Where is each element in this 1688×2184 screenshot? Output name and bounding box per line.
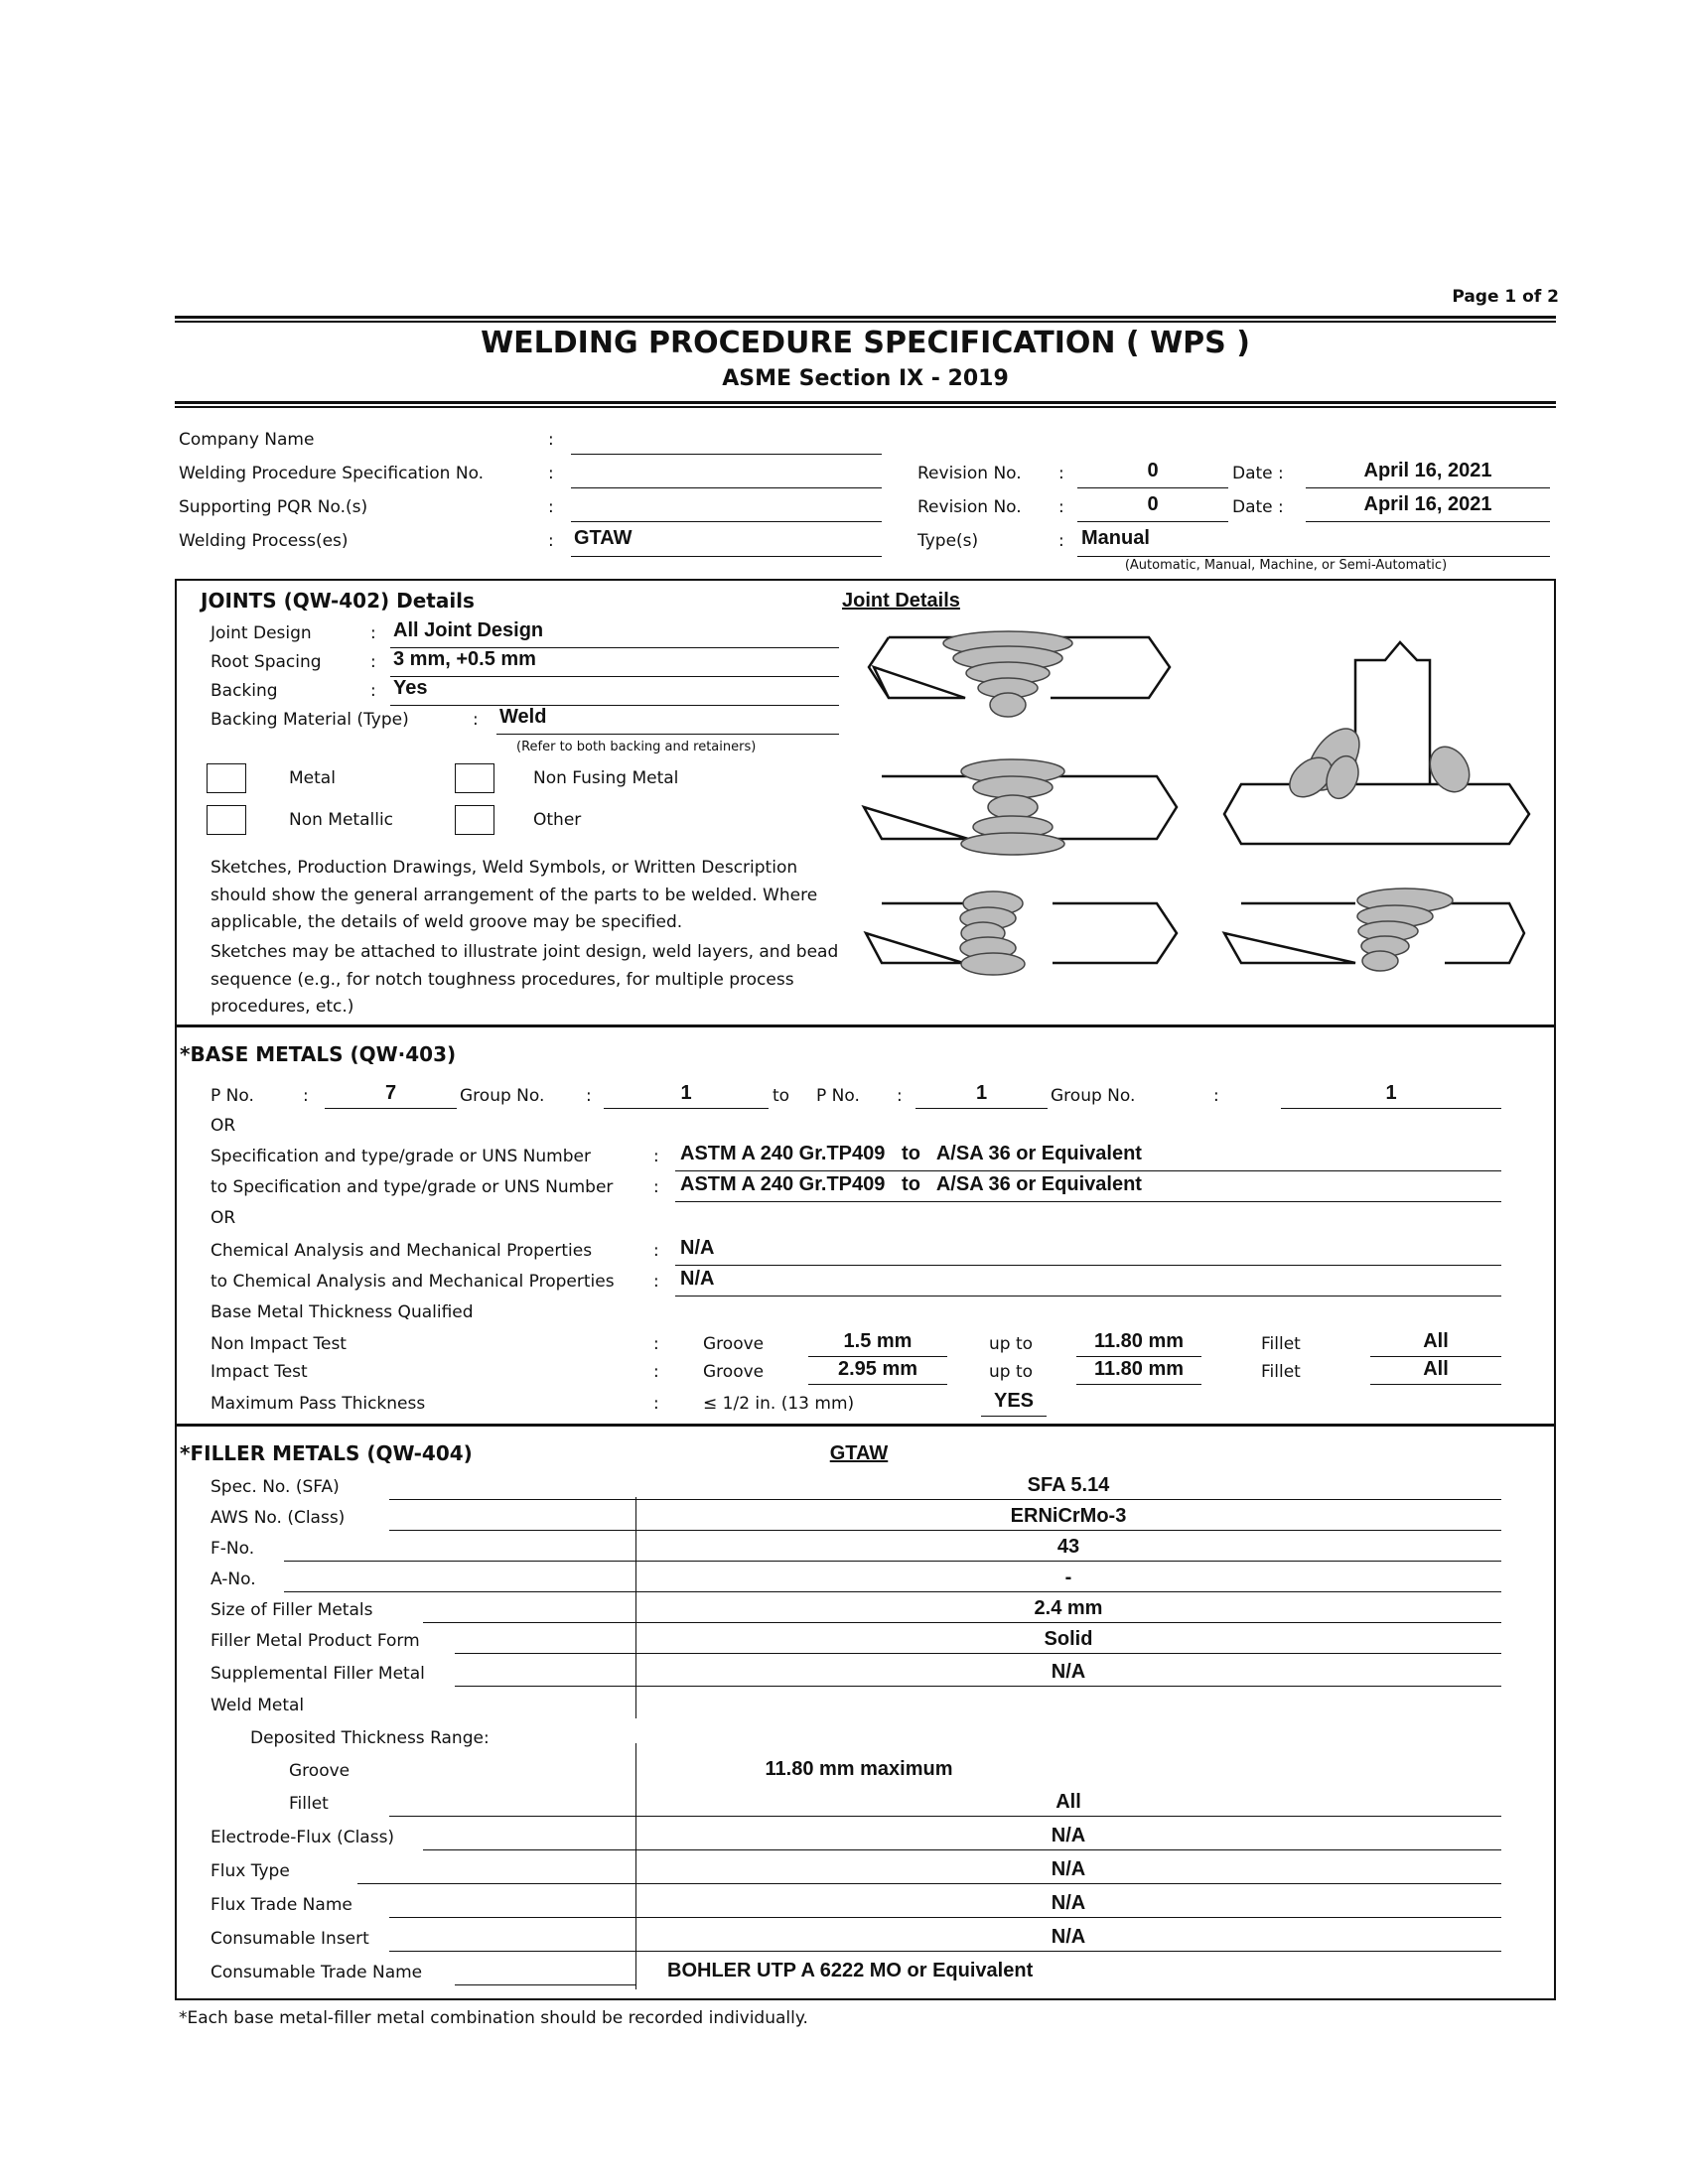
pqr-date-field[interactable]: April 16, 2021 bbox=[1306, 493, 1550, 522]
gtaw-column-header: GTAW bbox=[829, 1442, 889, 1464]
double-v-weld-bead bbox=[961, 759, 1064, 855]
joint-design-label: Joint Design bbox=[211, 623, 312, 643]
deposited-label: Deposited Thickness Range: bbox=[250, 1728, 490, 1748]
supplemental-line bbox=[455, 1661, 635, 1687]
groove-label: Groove bbox=[289, 1761, 351, 1781]
backing-label: Backing bbox=[211, 681, 278, 701]
spec-label: Specification and type/grade or UNS Number bbox=[211, 1147, 591, 1166]
consumable-insert-field[interactable]: N/A bbox=[635, 1926, 1501, 1952]
f-no-field[interactable]: 43 bbox=[635, 1536, 1501, 1562]
a-no-field[interactable]: - bbox=[635, 1567, 1501, 1592]
consumable-trade-name-label: Consumable Trade Name bbox=[211, 1963, 423, 1982]
date-label: Date : bbox=[1232, 497, 1284, 517]
welding-process-label: Welding Process(es) bbox=[179, 531, 349, 551]
group-no-label: Group No. bbox=[460, 1086, 545, 1106]
product-form-line bbox=[455, 1628, 635, 1654]
colon: : bbox=[1213, 1086, 1219, 1106]
electrode-flux-line bbox=[423, 1825, 635, 1850]
colon: : bbox=[370, 652, 376, 672]
aws-no-label: AWS No. (Class) bbox=[211, 1508, 346, 1528]
impact-fillet[interactable]: All bbox=[1370, 1358, 1501, 1385]
max-pass-label: Maximum Pass Thickness bbox=[211, 1394, 426, 1414]
weld-metal-label: Weld Metal bbox=[211, 1696, 305, 1715]
spec-no-field[interactable]: SFA 5.14 bbox=[635, 1474, 1501, 1500]
colon: : bbox=[370, 681, 376, 701]
p-no-label: P No. bbox=[816, 1086, 860, 1106]
pqr-no-field[interactable] bbox=[571, 496, 882, 522]
filler-metals-title: *FILLER METALS (QW-404) bbox=[180, 1441, 473, 1465]
title-rule-thin bbox=[175, 406, 1556, 408]
colon: : bbox=[548, 497, 554, 517]
types-field[interactable]: Manual bbox=[1077, 527, 1550, 557]
sketch-note-1: Sketches, Production Drawings, Weld Symbols, or Written Description should show the general arrangement of the parts to be welded. Where applicable, the details of weld groove may be specified. bbox=[211, 858, 818, 932]
spec-field[interactable]: ASTM A 240 Gr.TP409 to A/SA 36 or Equivalent bbox=[675, 1143, 1501, 1171]
colon: : bbox=[473, 710, 479, 730]
impact-groove-min[interactable]: 2.95 mm bbox=[808, 1358, 947, 1385]
to-spec-field[interactable]: ASTM A 240 Gr.TP409 to A/SA 36 or Equivalent bbox=[675, 1173, 1501, 1202]
chem-label: Chemical Analysis and Mechanical Properties bbox=[211, 1241, 593, 1261]
sketch-note-2: Sketches may be attached to illustrate joint design, weld layers, and bead sequence (e.g., for notch toughness procedures, for multiple process procedures, etc.) bbox=[211, 942, 839, 1017]
non-impact-label: Non Impact Test bbox=[211, 1334, 347, 1354]
non-impact-groove-max[interactable]: 11.80 mm bbox=[1076, 1330, 1201, 1357]
top-rule bbox=[175, 316, 1556, 319]
double-bevel-groove-sketch bbox=[866, 903, 1177, 963]
colon: : bbox=[897, 1086, 903, 1106]
wps-revision-label: Revision No. bbox=[917, 464, 1022, 483]
colon: : bbox=[653, 1272, 659, 1292]
flux-type-field[interactable]: N/A bbox=[635, 1858, 1501, 1884]
root-spacing-field[interactable]: 3 mm, +0.5 mm bbox=[390, 648, 839, 677]
pqr-revision-label: Revision No. bbox=[917, 497, 1022, 517]
aws-no-line bbox=[389, 1505, 635, 1531]
other-checkbox[interactable] bbox=[455, 805, 494, 835]
footnote: *Each base metal-filler metal combination should be recorded individually. bbox=[179, 2008, 808, 2028]
groove-label: Groove bbox=[703, 1362, 765, 1382]
impact-groove-max[interactable]: 11.80 mm bbox=[1076, 1358, 1201, 1385]
date-label: Date : bbox=[1232, 464, 1284, 483]
fillet-t-joint-sketch bbox=[1224, 642, 1529, 844]
p-no-1-field[interactable]: 7 bbox=[325, 1082, 457, 1109]
colon: : bbox=[653, 1177, 659, 1197]
joint-design-field[interactable]: All Joint Design bbox=[390, 619, 839, 648]
pqr-no-label: Supporting PQR No.(s) bbox=[179, 497, 368, 517]
colon: : bbox=[653, 1241, 659, 1261]
wps-no-label: Welding Procedure Specification No. bbox=[179, 464, 485, 483]
product-form-label: Filler Metal Product Form bbox=[211, 1631, 420, 1651]
non-impact-fillet[interactable]: All bbox=[1370, 1330, 1501, 1357]
flux-trade-name-field[interactable]: N/A bbox=[635, 1892, 1501, 1918]
electrode-flux-label: Electrode-Flux (Class) bbox=[211, 1828, 395, 1847]
non-fusing-metal-option-label: Non Fusing Metal bbox=[533, 768, 679, 788]
p-no-2-field[interactable]: 1 bbox=[915, 1082, 1048, 1109]
max-pass-condition: ≤ 1/2 in. (13 mm) bbox=[703, 1394, 855, 1414]
types-hint: (Automatic, Manual, Machine, or Semi-Automatic) bbox=[1124, 558, 1448, 573]
flux-type-line bbox=[357, 1858, 635, 1884]
base-metals-title: *BASE METALS (QW·403) bbox=[180, 1042, 457, 1066]
size-label: Size of Filler Metals bbox=[211, 1600, 373, 1620]
group-no-label: Group No. bbox=[1051, 1086, 1136, 1106]
metal-checkbox[interactable] bbox=[207, 763, 246, 793]
product-form-field[interactable]: Solid bbox=[635, 1628, 1501, 1654]
flux-trade-name-label: Flux Trade Name bbox=[211, 1895, 352, 1915]
fillet-weld-bead bbox=[1282, 720, 1477, 805]
a-no-line bbox=[284, 1567, 635, 1592]
company-name-label: Company Name bbox=[179, 430, 315, 450]
flux-trade-name-line bbox=[389, 1892, 635, 1918]
up-to-label: up to bbox=[989, 1334, 1034, 1354]
colon: : bbox=[653, 1147, 659, 1166]
to-chem-label: to Chemical Analysis and Mechanical Properties bbox=[211, 1272, 615, 1292]
fillet-line bbox=[389, 1791, 635, 1817]
wps-revision-field[interactable]: 0 bbox=[1077, 460, 1228, 488]
size-line bbox=[423, 1597, 635, 1623]
double-bevel-weld-bead bbox=[960, 891, 1025, 975]
doc-subtitle: ASME Section IX - 2019 bbox=[722, 366, 1009, 391]
group-no-2-field[interactable]: 1 bbox=[1281, 1082, 1501, 1109]
supplemental-label: Supplemental Filler Metal bbox=[211, 1664, 425, 1684]
colon: : bbox=[653, 1362, 659, 1382]
size-field[interactable]: 2.4 mm bbox=[635, 1597, 1501, 1623]
company-name-field[interactable] bbox=[571, 429, 882, 455]
backing-material-field[interactable]: Weld bbox=[496, 706, 839, 735]
thickness-label: Base Metal Thickness Qualified bbox=[211, 1302, 474, 1322]
non-metallic-checkbox[interactable] bbox=[207, 805, 246, 835]
metal-option-label: Metal bbox=[289, 768, 336, 788]
group-no-1-field[interactable]: 1 bbox=[604, 1082, 769, 1109]
flux-type-label: Flux Type bbox=[211, 1861, 290, 1881]
max-pass-field[interactable]: YES bbox=[981, 1390, 1047, 1417]
colon: : bbox=[1058, 531, 1064, 551]
f-no-line bbox=[284, 1536, 635, 1562]
colon: : bbox=[586, 1086, 592, 1106]
wps-no-field[interactable] bbox=[571, 463, 882, 488]
spec-no-line bbox=[389, 1474, 635, 1500]
groove-label: Groove bbox=[703, 1334, 765, 1354]
top-rule-thin bbox=[175, 321, 1556, 323]
consumable-trade-name-line bbox=[455, 1960, 635, 1985]
consumable-insert-line bbox=[389, 1926, 635, 1952]
supplemental-field[interactable]: N/A bbox=[635, 1661, 1501, 1687]
deposited-groove-field[interactable]: 11.80 mm maximum bbox=[765, 1758, 953, 1780]
other-option-label: Other bbox=[533, 810, 582, 830]
colon: : bbox=[548, 531, 554, 551]
colon: : bbox=[370, 623, 376, 643]
backing-hint: (Refer to both backing and retainers) bbox=[516, 740, 757, 754]
up-to-label: up to bbox=[989, 1362, 1034, 1382]
or-label: OR bbox=[211, 1116, 236, 1136]
non-metallic-option-label: Non Metallic bbox=[289, 810, 394, 830]
impact-label: Impact Test bbox=[211, 1362, 308, 1382]
colon: : bbox=[303, 1086, 309, 1106]
page-number: Page 1 of 2 bbox=[1452, 287, 1559, 307]
chem-field[interactable]: N/A bbox=[675, 1237, 1501, 1266]
colon: : bbox=[653, 1334, 659, 1354]
to-label: to bbox=[773, 1086, 790, 1106]
to-chem-field[interactable]: N/A bbox=[675, 1268, 1501, 1297]
colon: : bbox=[548, 430, 554, 450]
pqr-revision-field[interactable]: 0 bbox=[1077, 493, 1228, 522]
welding-process-field[interactable]: GTAW bbox=[571, 527, 882, 557]
colon: : bbox=[1058, 497, 1064, 517]
non-impact-groove-min[interactable]: 1.5 mm bbox=[808, 1330, 947, 1357]
root-spacing-label: Root Spacing bbox=[211, 652, 322, 672]
joint-sketches bbox=[854, 611, 1539, 1008]
joints-title: JOINTS (QW-402) Details bbox=[201, 589, 475, 613]
single-v-weld-bead bbox=[943, 631, 1072, 717]
joint-details-title: Joint Details bbox=[842, 590, 960, 612]
types-label: Type(s) bbox=[917, 531, 979, 551]
fillet-label: Fillet bbox=[1261, 1334, 1301, 1354]
consumable-trade-name-field[interactable]: BOHLER UTP A 6222 MO or Equivalent bbox=[667, 1960, 1034, 1981]
title-rule bbox=[175, 401, 1556, 404]
aws-no-field[interactable]: ERNiCrMo-3 bbox=[635, 1505, 1501, 1531]
backing-field[interactable]: Yes bbox=[390, 677, 839, 706]
fillet-label: Fillet bbox=[289, 1794, 329, 1814]
to-spec-label: to Specification and type/grade or UNS Number bbox=[211, 1177, 614, 1197]
wps-date-field[interactable]: April 16, 2021 bbox=[1306, 460, 1550, 488]
colon: : bbox=[548, 464, 554, 483]
fillet-label: Fillet bbox=[1261, 1362, 1301, 1382]
electrode-flux-field[interactable]: N/A bbox=[635, 1825, 1501, 1850]
doc-title: WELDING PROCEDURE SPECIFICATION ( WPS ) bbox=[481, 326, 1250, 360]
f-no-label: F-No. bbox=[211, 1539, 255, 1559]
spec-no-label: Spec. No. (SFA) bbox=[211, 1477, 340, 1497]
p-no-label: P No. bbox=[211, 1086, 254, 1106]
consumable-insert-label: Consumable Insert bbox=[211, 1929, 369, 1949]
backing-material-label: Backing Material (Type) bbox=[211, 710, 409, 730]
a-no-label: A-No. bbox=[211, 1570, 256, 1589]
colon: : bbox=[653, 1394, 659, 1414]
deposited-fillet-field[interactable]: All bbox=[635, 1791, 1501, 1817]
colon: : bbox=[1058, 464, 1064, 483]
non-fusing-metal-checkbox[interactable] bbox=[455, 763, 494, 793]
or-label: OR bbox=[211, 1208, 236, 1228]
single-bevel-weld-bead bbox=[1357, 888, 1453, 971]
